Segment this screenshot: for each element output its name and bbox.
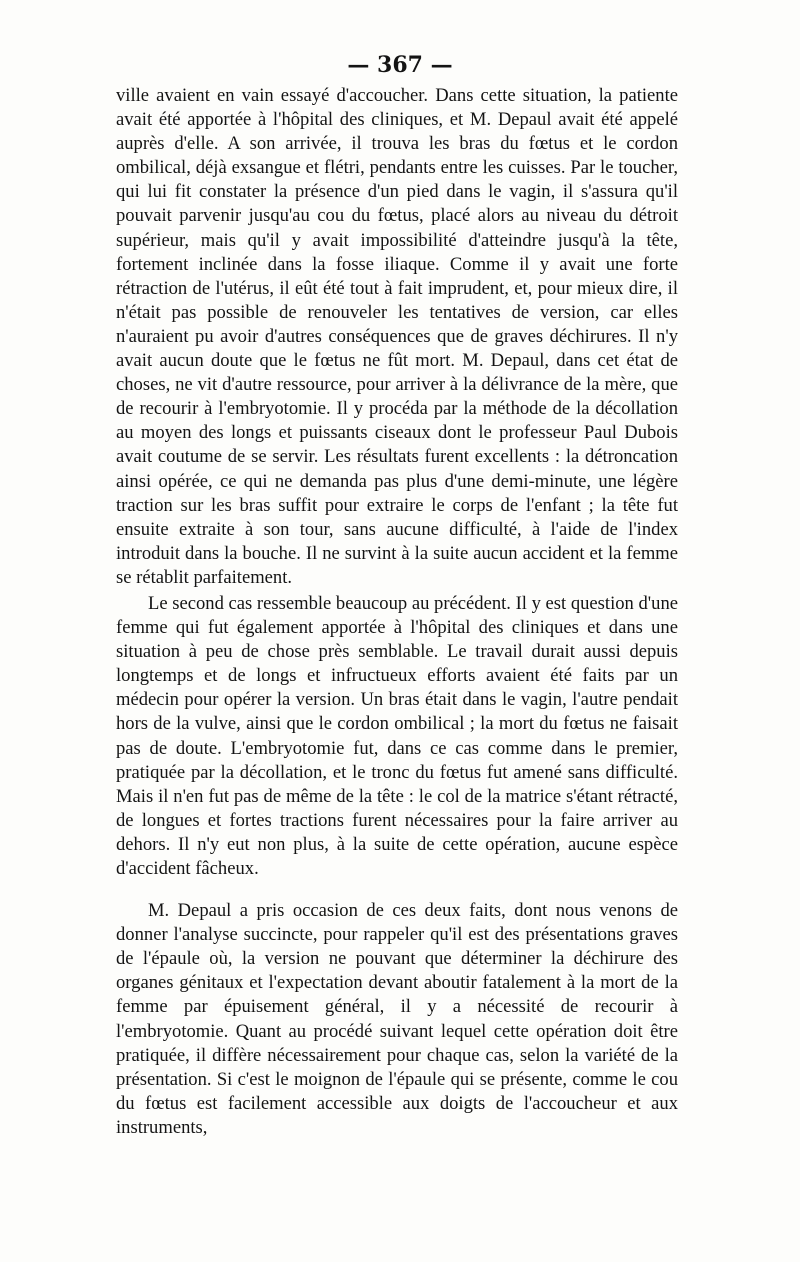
body-text [116, 84, 678, 1140]
paragraph-3: M. Depaul a pris occasion de ces deux faits, dont nous venons de donner l'analyse succincte, pour rappeler qu'il est des présentations graves de l'épaule où, la version ne pouvant que déterminer la déchirure des organes génitaux et l'expectation devant aboutir fatalement à la mort de la femme par épuisement général, il y a nécessité de recourir à l'embryotomie. Quant au procédé suivant lequel cette opération doit être pratiquée, il diffère nécessairement pour chaque cas, selon la variété de la présentation. Si c'est le moignon de l'épaule qui se présente, comme le cou du fœtus est facilement accessible aux doigts de l'accoucheur et aux instruments, [116, 900, 678, 1138]
paragraph-1: ville avaient en vain essayé d'accoucher. Dans cette situation, la patiente avait été apportée à l'hôpital des cliniques, et M. Depaul avait été appelé auprès d'elle. A son arrivée, il trouva les bras du fœtus et le cordon ombilical, déjà exsangue et flétri, pendants entre les cuisses. Par le toucher, qui lui fit constater la présence d'un pied dans le vagin, il s'assura qu'il pouvait parvenir jusqu'au cou du fœtus, placé alors au niveau du détroit supérieur, mais qu'il y avait impossibilité d'atteindre jusqu'à la tête, fortement inclinée dans la fosse iliaque. Comme il y avait une forte rétraction de l'utérus, il eût été tout à fait imprudent, et, pour mieux dire, il n'était pas possible de renouveler les tentatives de version, car elles n'auraient pu avoir d'autres conséquences que de graves déchirures. Il n'y avait aucun doute que le fœtus ne fût mort. M. Depaul, dans cet état de choses, ne vit d'autre ressource, pour arriver à la délivrance de la mère, que de recourir à l'embryotomie. Il y procéda par la méthode de la décollation au moyen des longs et puissants ciseaux dont le professeur Paul Dubois avait coutume de se servir. Les résultats furent excellents : la détroncation ainsi opérée, ce qui ne demanda pas plus d'une demi-minute, une légère traction sur les bras suffit pour extraire le corps de l'enfant ; la tête fut ensuite extraite à son tour, sans aucune difficulté, à l'aide de l'index introduit dans la bouche. Il ne survint à la suite aucun accident et la femme se rétablit parfaitement. [116, 85, 678, 588]
paragraph-2: Le second cas ressemble beaucoup au précédent. Il y est question d'une femme qui fut également apportée à l'hôpital des cliniques et dans une situation à peu de chose près semblable. Le travail durait aussi depuis longtemps et de longs et infructueux efforts avaient été faits par un médecin pour opérer la version. Un bras était dans le vagin, l'autre pendait hors de la vulve, ainsi que le cordon ombilical ; la mort du fœtus ne faisait pas de doute. L'embryotomie fut, dans ce cas comme dans le premier, pratiquée par la décollation, et le tronc du fœtus fut amené sans difficulté. Mais il n'en fut pas de même de la tête : le col de la matrice s'étant rétracté, de longues et fortes tractions furent nécessaires pour la faire arriver au dehors. Il n'y eut non plus, à la suite de cette opération, aucune espèce d'accident fâcheux. [116, 592, 678, 879]
page-number: — 367 — [347, 52, 453, 78]
